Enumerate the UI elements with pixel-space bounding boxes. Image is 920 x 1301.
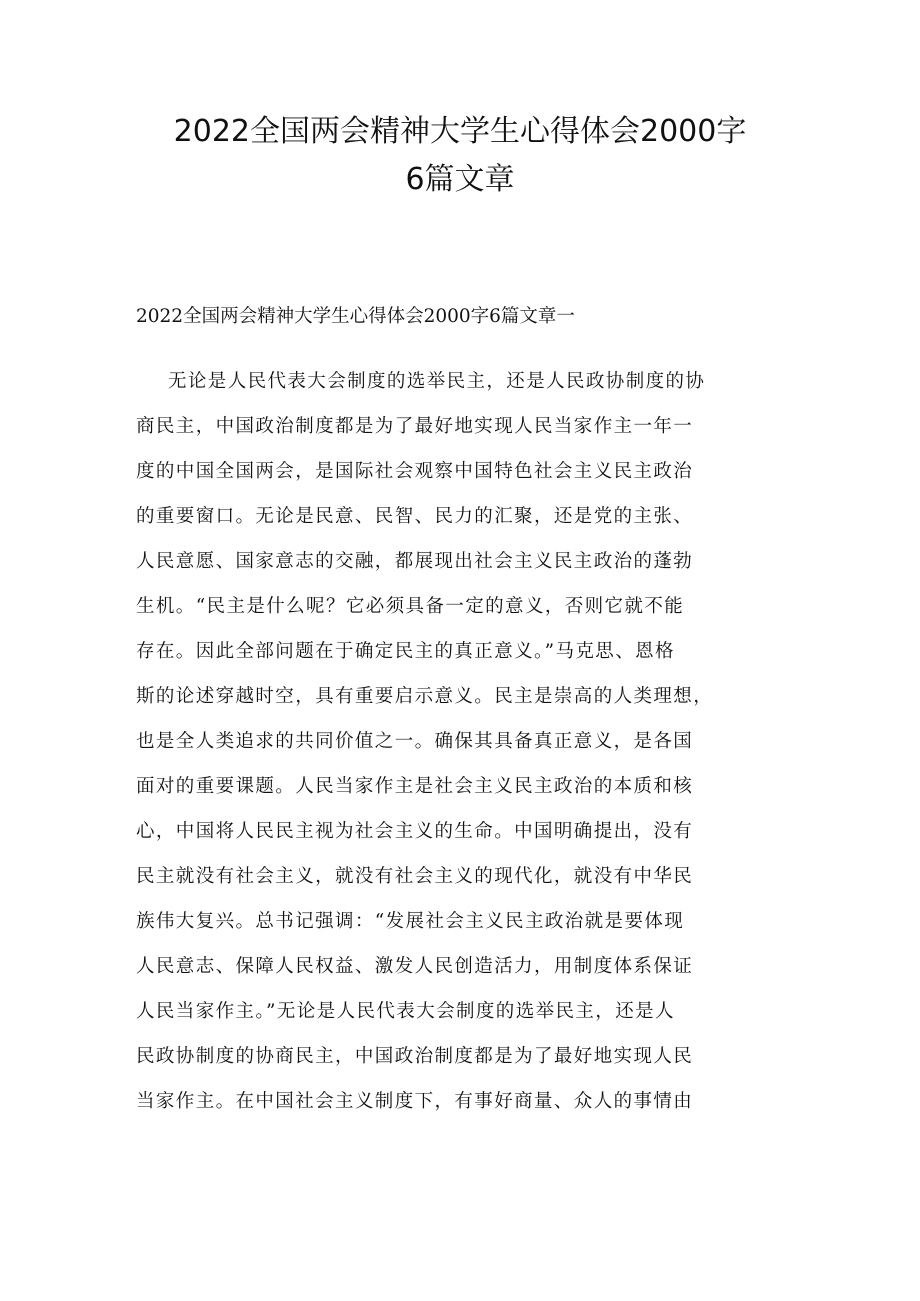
title-line-2: 6篇文章 (405, 162, 515, 197)
body-line-5: 人民意愿、国家意志的交融，都展现出社会主义民主政治的蓬勃 (136, 551, 694, 572)
body-line-4: 的重要窗口。无论是民意、民智、民力的汇聚，还是党的主张、 (136, 506, 694, 527)
body-line-8: 斯的论述穿越时空，具有重要启示意义。民主是崇高的人类理想， (136, 686, 714, 707)
body-line-1: 无论是人民代表大会制度的选举民主，还是人民政协制度的协 (168, 371, 706, 392)
section-heading: 2022全国两会精神大学生心得体会2000字6篇文章一 (136, 306, 575, 327)
body-line-2: 商民主，中国政治制度都是为了最好地实现人民当家作主一年一 (136, 416, 694, 437)
body-line-7: 存在。因此全部问题在于确定民主的真正意义。”马克思、恩格 (136, 641, 675, 662)
title-line-1: 2022全国两会精神大学生心得体会2000字 (173, 114, 747, 149)
body-line-15: 人民当家作主。”无论是人民代表大会制度的选举民主，还是人 (136, 1001, 675, 1022)
document-title (120, 108, 800, 204)
body-line-9: 也是全人类追求的共同价值之一。确保其具备真正意义，是各国 (136, 731, 694, 752)
body-line-16: 民政协制度的协商民主，中国政治制度都是为了最好地实现人民 (136, 1046, 694, 1067)
body-line-12: 民主就没有社会主义，就没有社会主义的现代化，就没有中华民 (136, 866, 694, 887)
body-line-6: 生机。“民主是什么呢？它必须具备一定的意义，否则它就不能 (136, 596, 685, 617)
body-line-17: 当家作主。在中国社会主义制度下，有事好商量、众人的事情由 (136, 1091, 694, 1112)
body-line-14: 人民意志、保障人民权益、激发人民创造活力，用制度体系保证 (136, 956, 694, 977)
body-line-13: 族伟大复兴。总书记强调：“发展社会主义民主政治就是要体现 (136, 911, 685, 932)
body-line-10: 面对的重要课题。人民当家作主是社会主义民主政治的本质和核 (136, 776, 694, 797)
body-line-3: 度的中国全国两会，是国际社会观察中国特色社会主义民主政治 (136, 461, 694, 482)
body-line-11: 心，中国将人民民主视为社会主义的生命。中国明确提出，没有 (136, 821, 694, 842)
